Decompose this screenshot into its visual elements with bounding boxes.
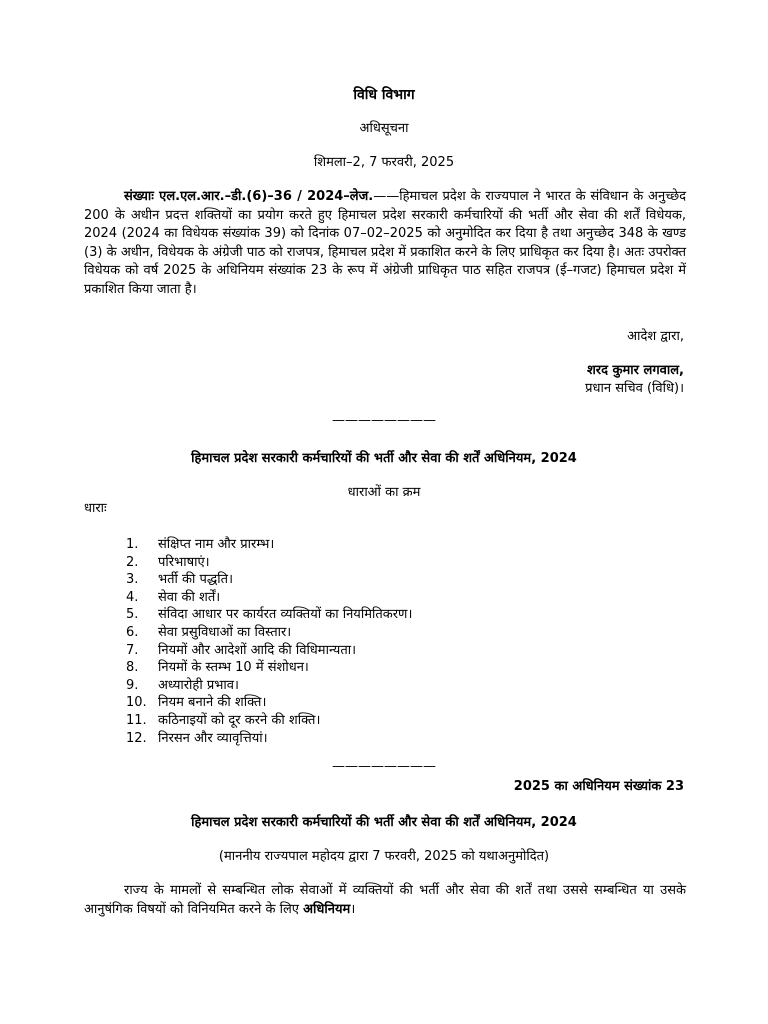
preamble-bold-word: अधिनियम [303,901,351,917]
list-item [126,571,412,589]
list-item [126,536,412,554]
by-order: आदेश द्वारा, [627,329,684,344]
section-title: नियमों और आदेशों आदि की विधिमान्यता। [158,642,357,658]
notification-label: अधिसूचना [359,121,409,136]
section-title: नियमों के स्तम्भ 10 में संशोधन। [158,660,309,676]
notification-paragraph [84,188,686,299]
section-number: 12. [126,730,147,746]
section-number: 8. [126,660,139,676]
section-title: संविदा आधार पर कार्यरत व्यक्तियों का नियमितिकरण। [158,607,413,623]
notification-body: ——हिमाचल प्रदेश के राज्यपाल ने भारत के संविधान के अनुच्छेद 200 के अधीन प्रदत्त शक्तियों का प्रयोग करते हुए हिमाचल प्रदेश सरकारी कर्मचारियों की भर्ती और सेवा की शर्तें विधेयक, 2024 (2024 का विधेयक संख्यांक 39) को दिनांक 07–02–2025 को अनुमोदित कर दिया है तथा अनुच्छेद 348 के खण्ड (3) के अधीन, विधेयक के अंग्रेजी पाठ को राजपत्र, हिमाचल प्रदेश में प्रकाशित करने के लिए प्राधिकृत कर दिया है। अतः उपरोक्त विधेयक को वर्ष 2025 के अधिनियम संख्यांक 23 के रूप में अंग्रेजी प्राधिकृत पाठ सहित राजपत्र (ई–गजट) हिमाचल प्रदेश में प्रकाशित किया जाता है। [84,189,687,297]
preamble-paragraph [84,882,686,919]
sections-list [126,536,412,747]
section-number: 2. [126,554,139,570]
list-item [126,624,412,642]
list-item [126,642,412,660]
sections-label: धाराः [84,501,107,516]
section-number: 10. [126,695,147,711]
section-title: नियम बनाने की शक्ति। [158,695,267,711]
section-number: 5. [126,607,139,623]
section-number: 6. [126,624,139,640]
section-title: सेवा प्रसुविधाओं का विस्तार। [158,624,292,640]
section-number: 7. [126,642,139,658]
list-item [126,589,412,607]
separator-line: ———————— [332,413,436,428]
section-number: 3. [126,572,139,588]
section-title: भर्ती की पद्धति। [158,572,234,588]
list-item [126,677,412,695]
section-title: परिभाषाएं। [158,554,210,570]
section-number: 11. [126,712,147,728]
preamble-text: राज्य के मामलों से सम्बन्धित लोक सेवाओं में व्यक्तियों की भर्ती और सेवा की शर्तें तथा उससे सम्बन्धित या उसके आनुषंगिक विषयों को विनियमित करने के लिए [84,883,686,917]
section-title: सेवा की शर्तें। [158,589,221,605]
list-item [126,659,412,677]
list-item [126,712,412,730]
section-title: निरसन और व्यावृत्तियां। [158,730,268,746]
section-number: 4. [126,589,139,605]
act-number: 2025 का अधिनियम संख्यांक 23 [513,779,684,794]
signatory-designation: प्रधान सचिव (विधि)। [585,381,684,396]
place-date: शिमला–2, 7 फरवरी, 2025 [313,155,455,170]
section-title: अध्यारोही प्रभाव। [158,677,239,693]
signatory-name: शरद कुमार लगवाल, [586,363,684,378]
section-title: कठिनाइयों को दूर करने की शक्ति। [158,712,321,728]
list-item [126,606,412,624]
list-item [126,554,412,572]
list-item [126,694,412,712]
section-number: 1. [126,537,139,552]
section-number: 9. [126,677,139,693]
list-item [126,730,412,748]
preamble-end: । [350,901,356,917]
act-title-repeat: हिमाचल प्रदेश सरकारी कर्मचारियों की भर्ती और सेवा की शर्तें अधिनियम, 2024 [191,815,577,830]
arrangement-heading: धाराओं का क्रम [347,485,421,500]
assent-note: (माननीय राज्यपाल महोदय द्वारा 7 फरवरी, 2025 को यथाअनुमोदित) [218,849,550,864]
section-title: संक्षिप्त नाम और प्रारम्भ। [158,537,275,552]
department-heading: विधि विभाग [353,87,415,103]
act-title: हिमाचल प्रदेश सरकारी कर्मचारियों की भर्ती और सेवा की शर्तें अधिनियम, 2024 [191,451,577,466]
separator-line-2: ———————— [332,759,436,774]
reference-number: संख्याः एल.एल.आर.–डी.(6)–36 / 2024–लेज. [124,189,374,204]
